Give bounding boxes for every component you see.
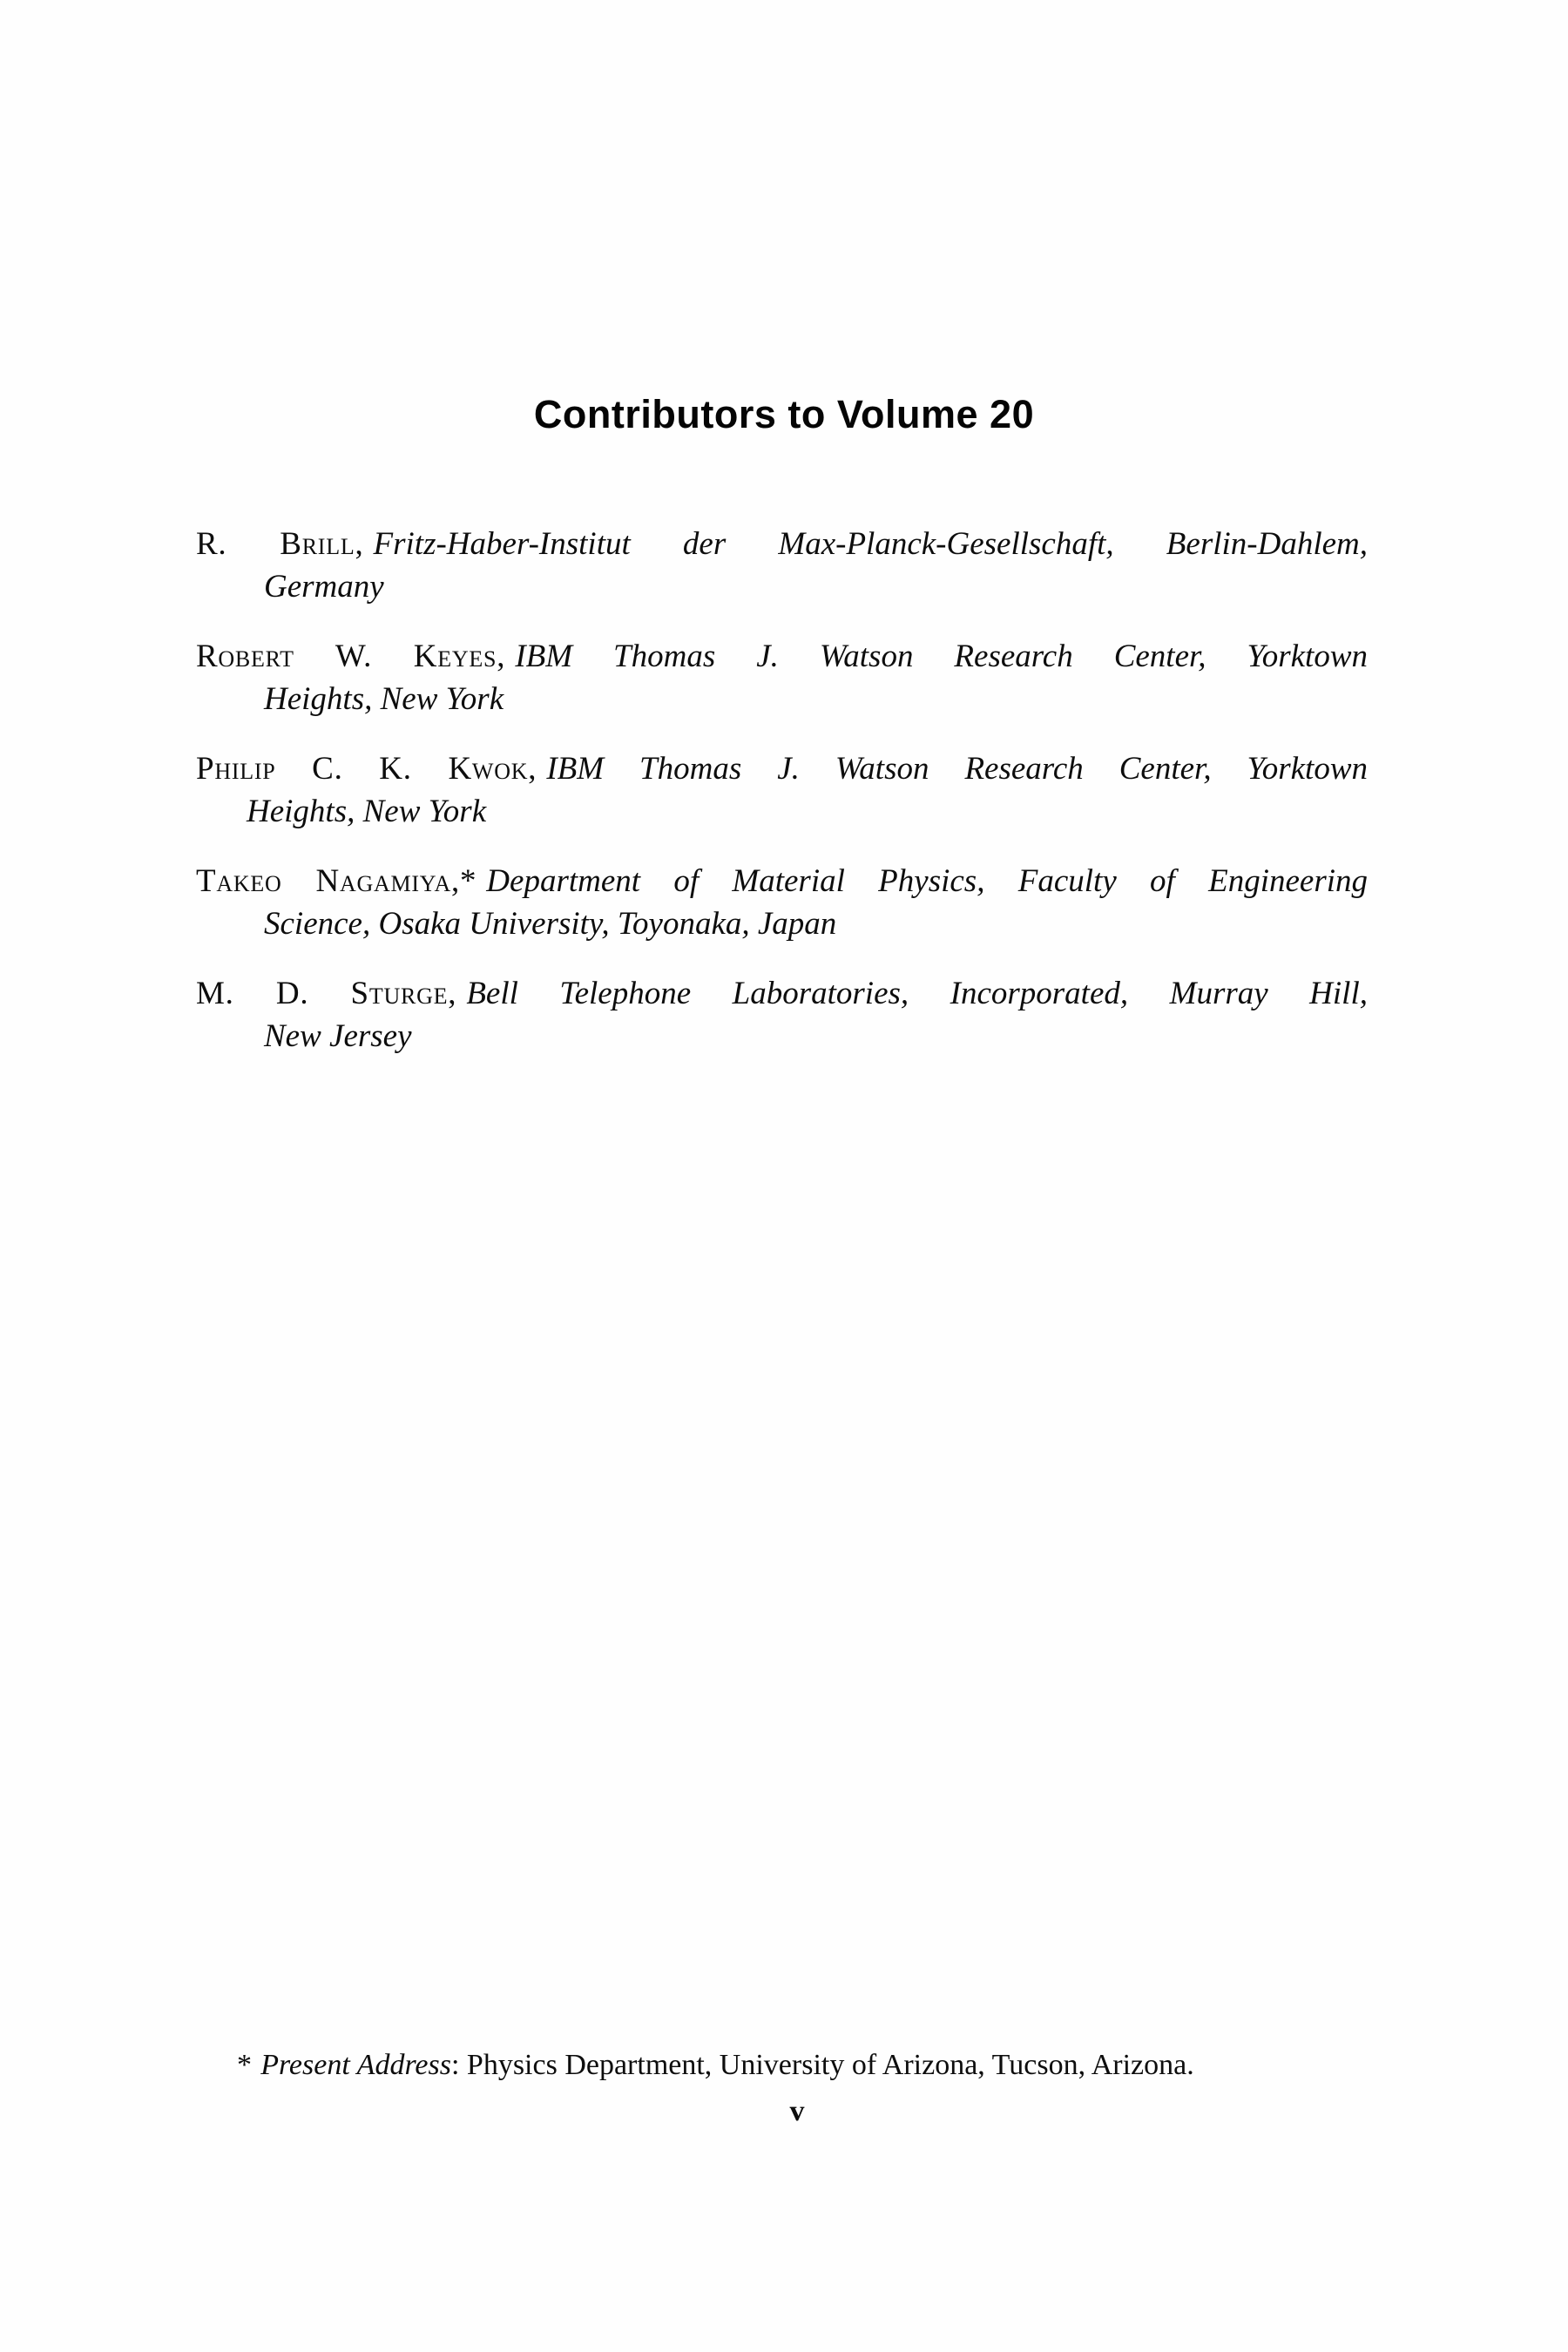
contributor-entry (196, 972, 1368, 1058)
contributor-affiliation-line-2: Germany (264, 569, 384, 605)
page-number: v (789, 2095, 805, 2127)
contributor-affiliation-line-2: New Jersey (264, 1018, 412, 1054)
contributor-entry (196, 747, 1368, 833)
contributor-affiliation-line-2: Science, Osaka University, Toyonaka, Japan (264, 906, 837, 942)
contributor-entry (196, 635, 1368, 720)
contributor-affiliation-line-1: Bell Telephone Laboratories, Incorporated, Murray Hill, (466, 976, 1368, 1011)
footnote-label: Present Address (260, 2049, 451, 2081)
contributor-affiliation-line-1: Department of Material Physics, Faculty of Engineering (486, 863, 1369, 899)
contributor-entry (196, 523, 1368, 608)
contributor-list (196, 523, 1368, 1085)
contributor-name: R. Brill, (196, 526, 364, 562)
footnote (237, 2047, 1456, 2084)
contributor-name: Takeo Nagamiya,* (196, 863, 477, 899)
contributor-name: Philip C. K. Kwok, (196, 751, 537, 787)
contributor-line-1 (196, 523, 1368, 565)
contributor-affiliation-line-1: IBM Thomas J. Watson Research Center, Yorktown (546, 751, 1369, 787)
contributor-name: Robert W. Keyes, (196, 639, 506, 674)
contributor-entry (196, 860, 1368, 945)
contributor-line-1 (196, 860, 1368, 902)
contributor-affiliation-line-1: IBM Thomas J. Watson Research Center, Yorktown (515, 639, 1368, 674)
contributor-line-1 (196, 747, 1368, 790)
contributor-affiliation-line-2: Heights, New York (264, 681, 504, 717)
contributor-line-1 (196, 972, 1368, 1015)
contributor-affiliation-line-2: Heights, New York (247, 794, 487, 829)
page-title: Contributors to Volume 20 (533, 392, 1035, 436)
footnote-text: : Physics Department, University of Arizona, Tucson, Arizona. (450, 2049, 1194, 2081)
contributor-line-1 (196, 635, 1368, 678)
footnote-asterisk: * (237, 2049, 252, 2081)
contributor-name: M. D. Sturge, (196, 976, 457, 1011)
contributor-affiliation-line-1: Fritz-Haber-Institut der Max-Planck-Gesellschaft, Berlin-Dahlem, (373, 526, 1369, 562)
